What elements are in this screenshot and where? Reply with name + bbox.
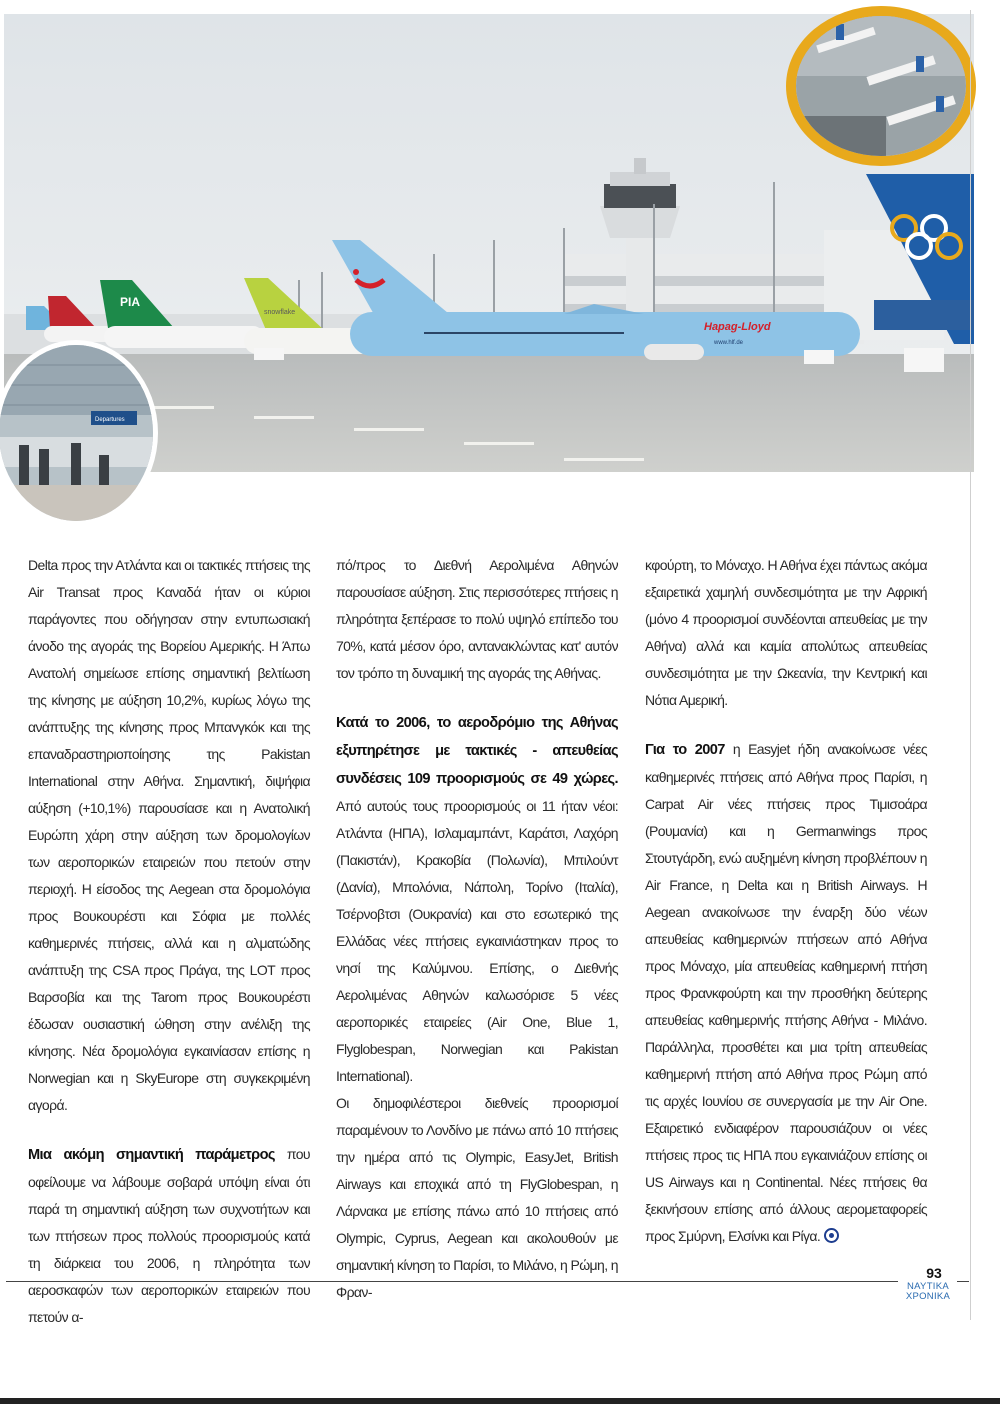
col2-paragraph-3: Οι δημοφιλέστεροι διεθνείς προορισμοί παραμένουν το Λονδίνο με πάνω από 10 πτήσεις την ημέρα από τις Olympic, EasyJet, British Airways και εποχικά από τη FlyGlobespan, η Λάρνακα με επίσης πάνω από 10 πτήσεις από Olympic, Cyprus, Aegean και ακολουθούν με σημαντική κίνηση το Παρίσι, το Μιλάνο, η Ρώμη, η Φραν- [336, 1095, 618, 1300]
col1-p2-lead: Μια ακόμη σημαντική παράμετρος [28, 1147, 275, 1163]
col2-p2-lead: Κατά το 2006, το αεροδρόμιο της Αθήνας εξυπηρέτησε με τακτικές - απευθείας συνδέσεις 109 προορισμούς σε 49 χώρες. [336, 715, 618, 787]
page-number: 93 [926, 1265, 942, 1281]
footer-rule-right [957, 1281, 969, 1282]
article-column-3 [645, 552, 927, 1272]
check-in-hall-inset-photo [0, 340, 158, 526]
col3-paragraph-2 [645, 736, 927, 1250]
col3-p2-body: η Easyjet ήδη ανακοίνωσε νέες καθημερινές πτήσεις από Αθήνα προς Παρίσι, η Carpat Air νέες πτήσεις προς Τιμισοάρα (Ρουμανία) και η Germanwings προς Στουτγάρδη, ενώ αυξημένη κίνηση προβλέπουν η Air France, η Delta και η British Airways. Η Aegean ανακοίνωσε την έναρξη δύο νέων απευθείας καθημερινών πτήσεων από Αθήνα προς Μόναχο, μία απευθείας καθημερινή πτήση προς Φρανκφούρτη και την προσθήκη δεύτερης απευθείας καθημερινής πτήσης Αθήνα - Μιλάνο. Παράλληλα, προσθέτει και μια τρίτη απευθείας καθημερινή πτήση από Αθήνα προς Ρώμη από τις αρχές Ιουνίου σε συνεργασία με την Air One. Εξαιρετικό ενδιαφέρον παρουσιάζουν οι νέες πτήσεις προς τις ΗΠΑ που εγκαινιάζουν επίσης οι US Airways και η Continental. Νέες πτήσεις θα ξεκινήσουν επίσης από άλλους αερομεταφορείς προς Σμύρνη, Ελσίνκι και Ρίγα. [645, 741, 927, 1244]
fuselage-url-text: www.hlf.de [714, 340, 744, 346]
magazine-name-line-1: ΝΑΥΤΙΚΑ [906, 1281, 950, 1292]
article-column-2 [336, 552, 618, 1328]
col2-paragraph-1: πό/προς το Διεθνή Αερολιμένα Αθηνών παρουσίασε αύξηση. Στις περισσότερες πτήσεις η πληρότητα ξεπέρασε το πολύ υψηλό επίπεδο του 70%, κατά μέσον όρο, αντανακλώντας κατ' αυτόν τον τρόπο τη δυναμική της αγοράς της Αθήνας. [336, 557, 618, 681]
departures-sign-text: Departures [95, 417, 125, 423]
col2-p2-body: Από αυτούς τους προορισμούς οι 11 ήταν νέοι: Ατλάντα (ΗΠΑ), Ισλαμαμπάντ, Καράτσι, Λαχόρη (Πακιστάν), Κρακοβία (Πολωνία), Μπιλούντ (Δανία), Μπολόνια, Νάπολη, Τορίνο (Ιταλία), Τσέρνοβτσι (Ουκρανία) και στο εσωτερικό της Ελλάδας νέες πτήσεις εγκαινιάστηκαν προς το νησί της Καλύμνου. Επίσης, ο Διεθνής Αερολιμένας Αθηνών καλωσόρισε 5 νέες αεροπορικές εταιρείες (Air One, Blue 1, Flyglobespan, Norwegian και Pakistan International). [336, 798, 618, 1084]
col1-paragraph-2 [28, 1141, 310, 1331]
aerial-apron-inset-photo [786, 6, 976, 166]
magazine-name [898, 1282, 958, 1302]
col3-paragraph-1: κφούρτη, το Μόναχο. Η Αθήνα έχει πάντως ακόμα εξαιρετικά χαμηλή συνδεσιμότητα με την Αφρική (μόνο 4 προορισμοί συνδέονται απευθείας με την Αθήνα) αλλά και καμία απολύτως απευθείας συνδεσιμότητα με την Ωκεανία, την Κεντρική και Νότια Αμερική. [645, 557, 927, 708]
magazine-name-line-2: ΧΡΟΝΙΚΑ [905, 1291, 951, 1302]
col2-paragraph-2 [336, 709, 618, 1090]
snowflake-tail-text: snowflake [264, 309, 296, 316]
article-end-mark-icon [824, 1228, 839, 1243]
page-edge-shadow [970, 10, 971, 1320]
article-column-1 [28, 552, 310, 1353]
col1-p2-body: που οφείλουμε να λάβουμε σοβαρά υπόψη είναι ότι παρά τη σημαντική αύξηση των συχνοτήτων και των πτήσεων προς πολλούς προορισμούς κατά τη διάρκεια του 2006, η πληρότητα των αεροσκαφών των αεροπορικών εταιρειών που πετούν α- [28, 1146, 310, 1325]
hapag-lloyd-text: Hapag-Lloyd [704, 321, 771, 333]
pia-tail-text: PIA [120, 295, 141, 309]
col3-p2-lead: Για το 2007 [645, 742, 725, 758]
scan-bottom-edge [0, 1398, 1000, 1404]
col1-paragraph-1: Delta προς την Ατλάντα και οι τακτικές πτήσεις της Air Transat προς Καναδά ήταν οι κύριοι παράγοντες που οδήγησαν στην εντυπωσιακή άνοδο της αγοράς της Βορείου Αμερικής. Η Άπω Ανατολή σημείωσε επίσης σημαντική βελτίωση της κίνησης με αύξηση 10,2%, κυρίως λόγω της ανάπτυξης της κίνησης προς Μπανγκόκ και της επαναδραστηριοποίησης της Pakistan International στην Αθήνα. Σημαντική, διψήφια αύξηση (+10,1%) παρουσίασε και η Ανατολική Ευρώπη χάρη στην αύξηση των δρομολογίων των αεροπορικών εταιρειών που πετούν στην περιοχή. Η είσοδος της Aegean στα δρομολόγια προς Βουκουρέστι και Σόφια με πολλές καθημερινές πτήσεις, αλλά και η αλματώδης ανάπτυξη της CSA προς Πράγα, της LOT προς Βαρσοβία και της Tarom προς Βουκουρέστι έδωσαν ουσιαστική ώθηση στην ανέλιξη της κίνησης. Νέα δρομολόγια εγκαινίασαν επίσης η Norwegian και η SkyEurope στη συγκεκριμένη αγορά. [28, 557, 310, 1113]
footer-rule [6, 1281, 898, 1282]
